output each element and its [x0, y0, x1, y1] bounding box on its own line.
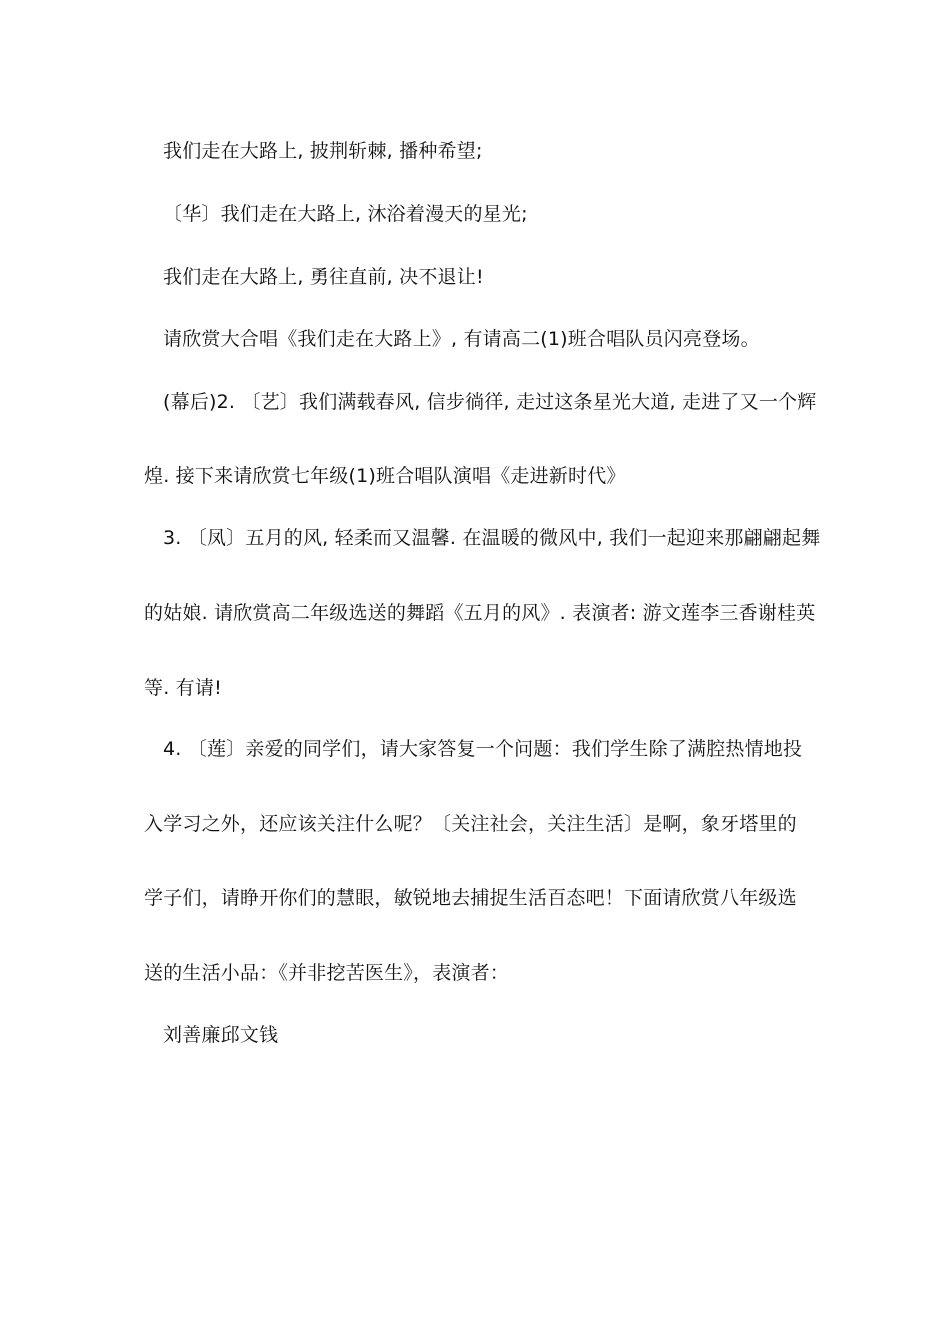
- text-line-14: 刘善廉邱文钱: [163, 1024, 279, 1046]
- text-line-3: 我们走在大路上, 勇往直前, 决不退让!: [163, 266, 484, 288]
- text-line-4: 请欣赏大合唱《我们走在大路上》, 有请高二(1)班合唱队员闪亮登场。: [163, 328, 760, 350]
- text-line-13: 送的生活小品：《并非挖苦医生》，表演者：: [144, 962, 510, 984]
- text-line-6: 煌. 接下来请欣赏七年级(1)班合唱队演唱《走进新时代》: [144, 465, 626, 487]
- text-line-12: 学子们，请睁开你们的慧眼，敏锐地去捕捉生活百态吧！下面请欣赏八年级选: [144, 887, 797, 909]
- text-line-8: 的姑娘. 请欣赏高二年级选送的舞蹈《五月的风》. 表演者: 游文莲李三香谢桂英: [144, 602, 816, 624]
- text-line-9: 等. 有请!: [144, 677, 222, 699]
- text-line-5: (幕后)2. 〔艺〕我们满载春风, 信步徜徉, 走过这条星光大道, 走进了又一个辉: [163, 391, 817, 413]
- text-line-7: 3. 〔凤〕五月的风, 轻柔而又温馨. 在温暖的微风中, 我们一起迎来那翩翩起舞: [163, 527, 821, 549]
- text-line-10: 4. 〔莲〕亲爱的同学们，请大家答复一个问题：我们学生除了满腔热情地投: [163, 738, 803, 760]
- text-line-2: 〔华〕我们走在大路上, 沐浴着漫天的星光;: [163, 203, 528, 225]
- text-line-11: 入学习之外，还应该关注什么呢？〔关注社会，关注生活〕是啊，象牙塔里的: [144, 813, 797, 835]
- text-line-1: 我们走在大路上, 披荆斩棘, 播种希望;: [163, 140, 483, 162]
